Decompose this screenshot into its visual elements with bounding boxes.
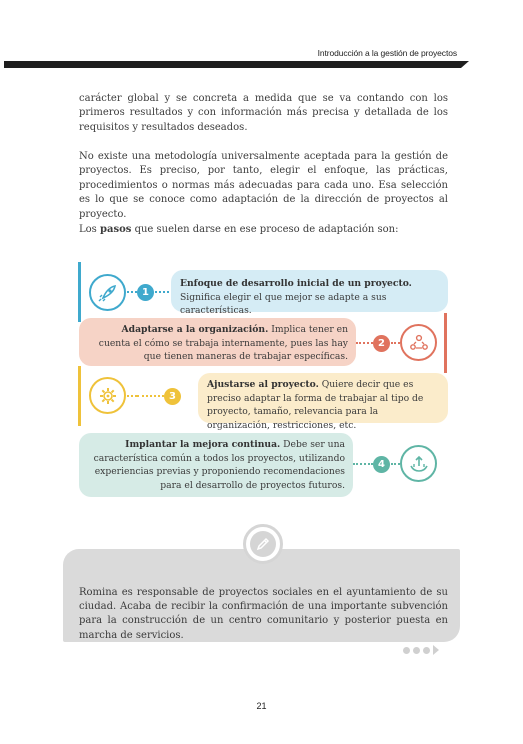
rocket-icon <box>89 274 126 311</box>
step-1-card <box>171 270 448 317</box>
improvement-hands-icon <box>400 445 437 482</box>
case-study-text: Romina es responsable de proyectos sociales en el ayuntamiento de su ciudad. Acaba de recibir la confirmación de una importante subvención para la construcción de un centro comunitario y posterior puesta en marcha de servicios. <box>79 587 448 641</box>
continue-indicator <box>403 645 439 655</box>
step-2-dots-2 <box>391 342 400 344</box>
step-1-dots <box>127 291 137 293</box>
step-3-dots <box>127 395 137 397</box>
step-1-title: Enfoque de desarrollo inicial de un proyecto. <box>180 278 412 289</box>
step-2-text: Implica tener en cuenta el cómo se trabaja internamente, pues las hay que tienen maneras de trabajar específicas. <box>98 324 348 363</box>
header-bar <box>4 61 469 68</box>
nav-dot <box>413 647 420 654</box>
paragraph-3-bold: pasos <box>99 224 132 235</box>
step-1-number: 1 <box>137 284 154 301</box>
page-header-title: Introducción a la gestión de proyectos <box>317 48 457 58</box>
step-2-title: Adaptarse a la organización. <box>121 324 269 335</box>
step-2-card <box>79 318 356 366</box>
step-4-dots-2 <box>391 463 400 465</box>
arrow-right-icon <box>433 645 439 655</box>
step-4-text: Debe ser una característica común a todos los proyectos, utilizando experiencias previas y proponiendo recomendaciones para el desarrollo de proyectos futuros. <box>93 439 345 491</box>
paragraph-3 <box>79 223 448 237</box>
step-4-card <box>79 433 353 497</box>
step-4-number: 4 <box>373 456 390 473</box>
step-3-stripe <box>78 366 81 426</box>
step-3-text: Quiere decir que es preciso adaptar la forma de trabajar al tipo de proyecto, tamaño, relevancia para la organización, restricciones, etc. <box>207 379 424 431</box>
step-3-card <box>198 373 448 431</box>
step-4-title: Implantar la mejora continua. <box>125 439 281 450</box>
gear-icon <box>89 377 126 414</box>
step-3-number: 3 <box>164 388 181 405</box>
team-icon <box>400 324 437 361</box>
paragraph-3-post: que suelen darse en ese proceso de adaptación son: <box>131 224 399 235</box>
step-1-text: Significa elegir el que mejor se adapte a sus características. <box>180 291 387 317</box>
step-2-dots <box>356 342 373 344</box>
step-4-dots <box>353 463 373 465</box>
paragraph-3-pre: Los <box>79 224 100 235</box>
step-2-number: 2 <box>373 335 390 352</box>
page-number: 21 <box>256 701 267 711</box>
paragraph-1: carácter global y se concreta a medida que se va contando con los primeros resultados y con información más precisa y detallada de los requisitos y resultados deseados. <box>79 93 448 133</box>
nav-dot <box>403 647 410 654</box>
step-2-stripe <box>444 313 447 373</box>
nav-dot <box>423 647 430 654</box>
step-3-title: Ajustarse al proyecto. <box>207 379 319 390</box>
pen-icon <box>243 524 283 564</box>
step-1-stripe <box>78 262 81 322</box>
paragraph-2: No existe una metodología universalmente aceptada para la gestión de proyectos. Es preciso, por tanto, elegir el enfoque, las prácticas, procedimientos o normas más adecuadas para cada uno. Esa selección es lo que se conoce como adaptación de la dirección de proyectos al proyecto. <box>79 151 448 220</box>
step-3-dots-2 <box>137 395 164 397</box>
